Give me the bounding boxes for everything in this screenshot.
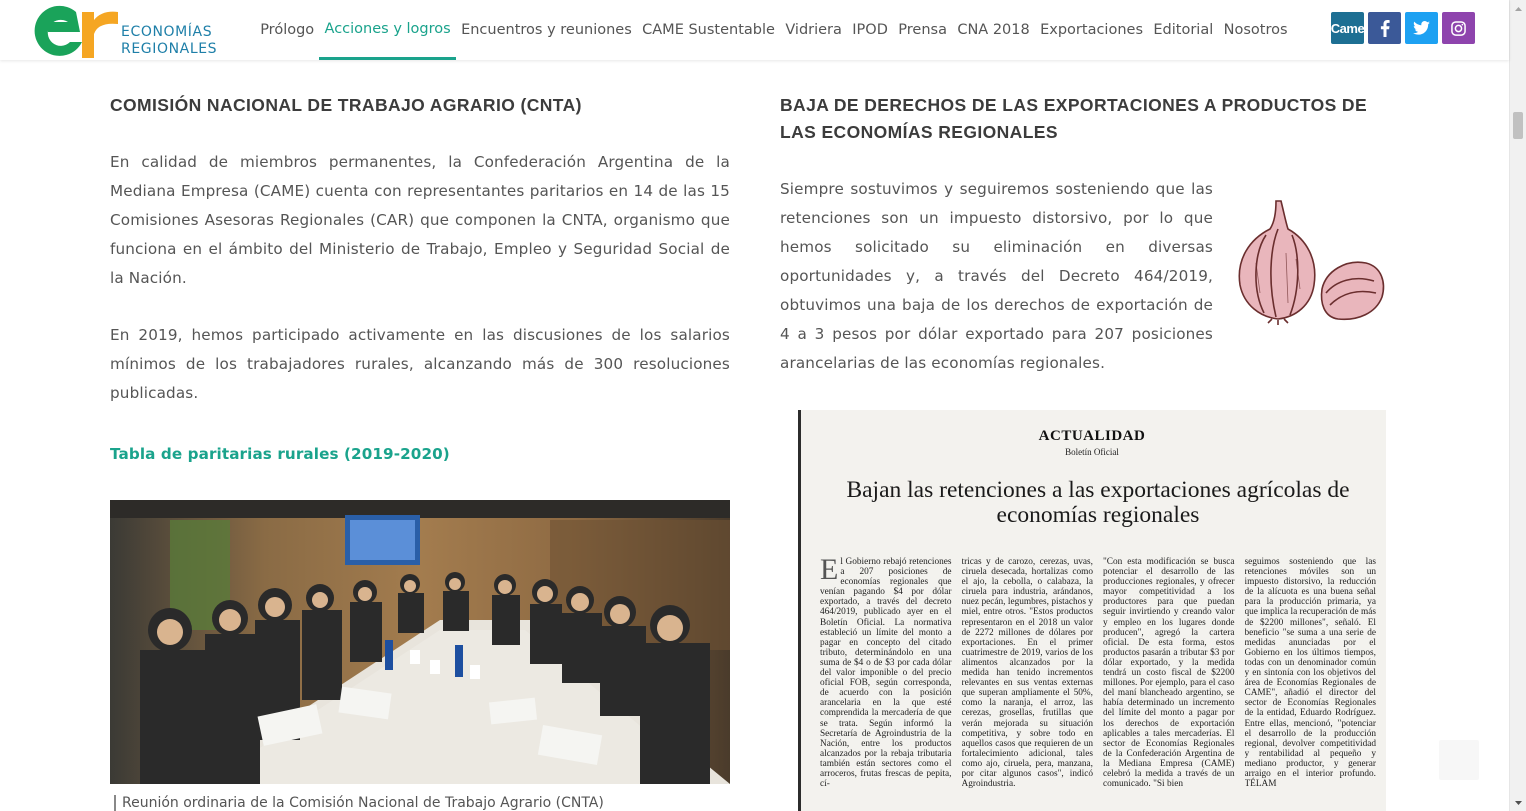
nav-item-encuentros[interactable]: Encuentros y reuniones — [461, 22, 632, 38]
nav-item-vidriera[interactable]: Vidriera — [785, 22, 842, 38]
export-duties-paragraph: Siempre sostuvimos y seguiremos sosteniendo que las retenciones son un impuesto distorsivo, por lo que hemos solicitado su eliminación en diversas oportunidades y, a través del Decreto 464/2019, obtuvimos una baja de los derechos de exportación de 4 a 3 pesos por dólar exportado para 207 posiciones arancelarias de las economías regionales. — [780, 180, 1213, 372]
export-duties-title: BAJA DE DERECHOS DE LAS EXPORTACIONES A PRODUCTOS DE LAS ECONOMÍAS REGIONALES — [780, 95, 1368, 142]
garlic-icon — [1226, 193, 1388, 325]
scroll-up-arrow-icon[interactable] — [1510, 0, 1526, 17]
cnta-paragraph-1: En calidad de miembros permanentes, la Confederación Argentina de la Mediana Empresa (CAME) cuenta con representantes paritarios en 14 de las 15 Comisiones Asesoras Regionales (CAR) que componen la CNTA, organismo que funciona en el ámbito del Ministerio de Trabajo, Empleo y Seguridad Social de la Nación. — [110, 153, 730, 287]
clipping-column: tricas y de carozo, cerezas, uvas, ciruela desecada, hortalizas como el ajo, la cebolla, o calabaza, la ciruela para industria, arándanos, nuez pecán, legumbres, pistachos y miel, entre otros. "Estos productos representaron en el 2018 un valor de 2272 millones de dólares por exportaciones. En el primer cuatrimestre de 2019, varios de los alimentos alcanzados por la medida han tenido incrementos relevantes en sus ventas externas que superan ampliamente el 50%, como la naranja, el arroz, las cerezas, grosellas, frutillas que verán mejorada su situación competitiva, y sobre todo en aquellos casos que requieren de un fortalecimiento adicional, tales como ajo, ciruela, pera, manzana, por citar algunos casos", indicó Agroindustria. — [961, 557, 1093, 790]
cnta-section — [110, 92, 730, 463]
cnta-paragraph-2: En 2019, hemos participado activamente en las discusiones de los salarios mínimos de los trabajadores rurales, alcanzando más de 300 resoluciones publicadas. — [110, 326, 730, 402]
clipping-column: seguimos sosteniendo que las retenciones móviles son un impuesto distorsivo, la reducción de la alícuota es una buena señal para la producción primaria, ya que implica la recuperación de más de $2200 millones", señaló. El beneficio "se suma a una serie de medidas anunciadas por el Gobierno en los últimos tiempos, todas con un denominador común y en sintonía con los objetivos del área de Economías Regionales de CAME", añadió el director del sector de Economías Regionales de la entidad, Eduardo Rodríguez. Entre ellas, mencionó, "potenciar el desarrollo de la producción regional, devolver competitividad y rentabilidad al pequeño y mediano productor, y generar arraigo en el interior profundo. TÉLAM — [1244, 557, 1376, 790]
nav-item-cna-2018[interactable]: CNA 2018 — [957, 22, 1030, 38]
clipping-dropcap: E — [820, 557, 839, 586]
newspaper-clipping — [798, 410, 1386, 811]
logo-line-1: ECONOMÍAS — [121, 24, 213, 40]
main-nav — [255, 0, 1293, 60]
cnta-title: COMISIÓN NACIONAL DE TRABAJO AGRARIO (CNTA) — [110, 95, 582, 115]
clipping-headline: Bajan las retenciones a las exportaciones agrícolas de economías regionales — [846, 477, 1350, 528]
clipping-columns — [820, 557, 1376, 811]
nav-item-prensa[interactable]: Prensa — [898, 22, 947, 38]
twitter-icon — [1413, 21, 1430, 35]
logo-text — [121, 24, 217, 58]
facebook-icon — [1380, 20, 1390, 37]
facebook-button[interactable] — [1368, 12, 1401, 44]
nav-item-nosotros[interactable]: Nosotros — [1223, 22, 1288, 38]
clipping-subkicker: Boletín Oficial — [1065, 447, 1119, 457]
clipping-column: "Con esta modificación se busca potenciar el desarrollo de las producciones regionales, y ofrecer mayor competitividad a los productores para que puedan seguir invirtiendo y creando valor y empleo en los lugares donde producen", agregó la cartera oficial. De esta forma, estos productos pasarán a tributar $3 por dólar exportado, y la medida tendrá un costo fiscal de $2200 millones. Por ejemplo, para el caso del maní blancheado argentino, se había determinado un incremento del límite del monto a pagar por los derechos de exportación aplicables a tales mercaderías. El sector de Economías Regionales de la Confederación Argentina de la Mediana Empresa (CAME) celebró la medida a través de un comunicado. "Si bien — [1103, 557, 1235, 790]
came-logo-icon: Came — [1330, 20, 1365, 36]
export-duties-section — [780, 92, 1390, 146]
instagram-button[interactable] — [1442, 12, 1475, 44]
photo-caption: Reunión ordinaria de la Comisión Nacional de Trabajo Agrario (CNTA) — [114, 795, 604, 811]
nav-item-prologo[interactable]: Prólogo — [260, 22, 315, 38]
paritarias-table-link[interactable]: Tabla de paritarias rurales (2019-2020) — [110, 445, 450, 463]
came-social-button[interactable] — [1331, 12, 1364, 44]
meeting-photo-illustration — [110, 500, 730, 784]
cnta-meeting-photo — [110, 500, 730, 784]
site-header — [0, 0, 1509, 60]
clipping-border — [798, 410, 801, 811]
logo-line-2: REGIONALES — [121, 41, 218, 57]
nav-item-editorial[interactable]: Editorial — [1153, 22, 1214, 38]
instagram-icon — [1451, 21, 1466, 36]
clipping-kicker: ACTUALIDAD — [1038, 428, 1146, 444]
clipping-column — [820, 557, 952, 811]
scrollbar-thumb[interactable] — [1513, 112, 1523, 139]
nav-item-ipod[interactable]: IPOD — [852, 22, 888, 38]
logo-mark-icon — [30, 4, 122, 58]
clipping-column-text: l Gobierno rebajó retenciones a 207 posiciones de economías regionales que venían pagando $4 por dólar exportado, a través del decreto 464/2019, publicado ayer en el Boletín Oficial. La normativa estableció un límite del monto a pagar en concepto del citado tributo, determinándolo en una suma de $4 o de $3 por cada dólar del valor imponible o del precio oficial FOB, según corresponda, de acuerdo con la posición arancelaria en la que esté comprendida la mercadería de que se trata. Según informó la Secretaría de Agroindustria de la Nación, entre los productos alcanzados por la rebaja tributaria también están sectores como el arroceros, frutas frescas de pepita, cí- — [820, 557, 952, 790]
nav-item-came-sustentable[interactable]: CAME Sustentable — [642, 22, 775, 38]
page-scrollbar[interactable] — [1509, 0, 1526, 811]
scroll-to-top-button[interactable] — [1439, 740, 1479, 780]
nav-item-exportaciones[interactable]: Exportaciones — [1040, 22, 1143, 38]
export-duties-text — [780, 175, 1213, 378]
nav-item-acciones-y-logros[interactable]: Acciones y logros — [319, 0, 456, 60]
twitter-button[interactable] — [1405, 12, 1438, 44]
scroll-down-arrow-icon[interactable] — [1510, 794, 1526, 811]
site-logo[interactable] — [30, 4, 230, 58]
